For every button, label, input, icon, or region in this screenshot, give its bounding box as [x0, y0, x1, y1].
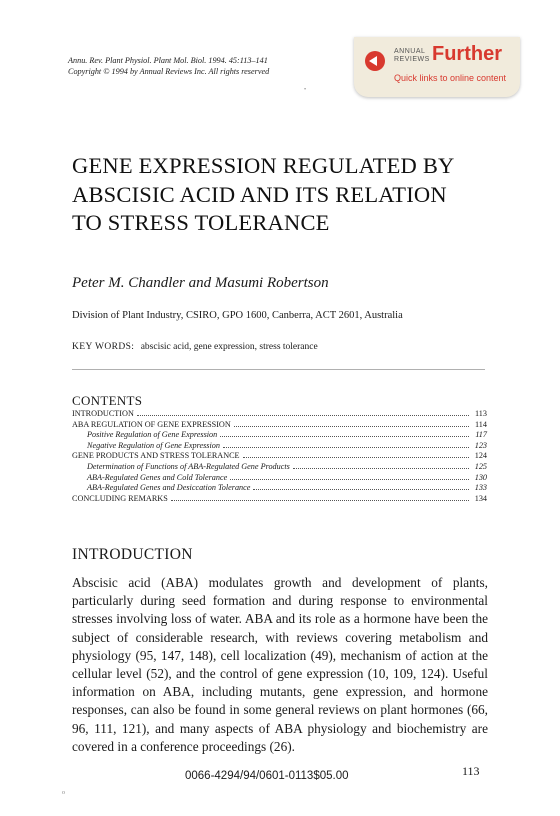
citation-line-1: Annu. Rev. Plant Physiol. Plant Mol. Biol. 1994. 45:113–141 — [68, 56, 268, 65]
play-back-icon — [365, 51, 385, 71]
table-of-contents — [72, 409, 487, 504]
authors: Peter M. Chandler and Masumi Robertson — [72, 275, 329, 291]
toc-leader-dots — [171, 494, 469, 501]
contents-heading: CONTENTS — [72, 393, 143, 408]
toc-leader-dots — [243, 451, 469, 458]
toc-entry-page: 117 — [475, 430, 487, 440]
toc-entry[interactable] — [72, 430, 487, 441]
journal-citation — [68, 55, 269, 77]
scan-speck: o — [62, 790, 65, 796]
toc-entry-label: CONCLUDING REMARKS — [72, 493, 168, 503]
title-line-1: GENE EXPRESSION REGULATED BY — [72, 153, 455, 178]
section-heading: INTRODUCTION — [72, 546, 193, 563]
citation-line-2: Copyright © 1994 by Annual Reviews Inc. All rights reserved — [68, 67, 270, 76]
affiliation: Division of Plant Industry, CSIRO, GPO 1600, Canberra, ACT 2601, Australia — [72, 310, 403, 321]
toc-entry[interactable] — [72, 409, 487, 420]
article-code: 0066-4294/94/0601-0113$05.00 — [185, 770, 349, 782]
title-line-2: ABSCISIC ACID AND ITS RELATION — [72, 181, 447, 207]
toc-entry[interactable] — [72, 462, 487, 473]
quick-links-link[interactable]: Quick links to online content — [394, 73, 507, 83]
intro-paragraph: Abscisic acid (ABA) modulates growth and development of plants, particularly during seed formation and during response to environmental stresses involving loss of water. ABA and its role as a hormone have been the subject of considerable research, with reviews covering metabolism and physiology (95, 147, 148), cell localization (49), mechanism of action at the cellular level (52), and the control of gene expression (10, 109, 124). Useful information on ABA, including mutants, gene expression, and hormone responses, can also be found in some general reviews on plant hormones (66, 96, 111, 121), and many aspects of ABA physiology and biochemistry are covered in a conference proceedings (26). — [72, 575, 488, 754]
toc-entry-label: Negative Regulation of Gene Expression — [87, 440, 220, 450]
toc-entry-page: 125 — [474, 461, 487, 471]
toc-entry-page: 134 — [474, 493, 487, 503]
toc-entry-label: ABA REGULATION OF GENE EXPRESSION — [72, 419, 231, 429]
toc-entry[interactable] — [72, 483, 487, 494]
toc-entry[interactable] — [72, 441, 487, 452]
toc-entry-label: ABA-Regulated Genes and Desiccation Tolerance — [87, 483, 251, 493]
toc-leader-dots — [293, 462, 469, 469]
toc-leader-dots — [234, 420, 469, 427]
further-label: Further — [432, 43, 502, 65]
toc-entry-label: Positive Regulation of Gene Expression — [87, 430, 218, 440]
keywords-label: KEY WORDS: — [72, 342, 135, 352]
toc-leader-dots — [220, 430, 469, 437]
toc-leader-dots — [230, 473, 469, 480]
annual-text: ANNUAL — [394, 48, 426, 55]
toc-entry-label: GENE PRODUCTS AND STRESS TOLERANCE — [72, 451, 240, 461]
reviews-text: REVIEWS — [394, 56, 430, 63]
toc-entry-label: INTRODUCTION — [72, 409, 134, 418]
toc-entry[interactable] — [72, 473, 487, 484]
page-number: 113 — [462, 764, 480, 778]
keywords — [72, 342, 318, 352]
toc-entry-page: 133 — [474, 483, 487, 493]
toc-leader-dots — [137, 409, 469, 416]
toc-entry-label: Determination of Functions of ABA-Regulated Gene Products — [87, 461, 290, 471]
toc-entry-label: ABA-Regulated Genes and Cold Tolerance — [87, 472, 228, 482]
toc-leader-dots — [223, 441, 469, 448]
toc-entry-page: 113 — [475, 409, 487, 418]
keywords-value: abscisic acid, gene expression, stress tolerance — [140, 342, 318, 352]
toc-entry-page: 124 — [474, 451, 487, 461]
toc-entry[interactable] — [72, 494, 487, 505]
article-title — [72, 152, 532, 238]
toc-entry[interactable] — [72, 420, 487, 431]
annual-reviews-label — [394, 48, 430, 64]
toc-entry-page: 114 — [475, 419, 487, 429]
divider — [72, 369, 485, 370]
toc-entry-page: 130 — [474, 472, 487, 482]
scan-speck: • — [304, 87, 307, 93]
title-line-3: TO STRESS TOLERANCE — [72, 210, 330, 235]
annual-reviews-further-banner[interactable] — [354, 37, 520, 97]
toc-entry[interactable] — [72, 451, 487, 462]
toc-leader-dots — [253, 483, 469, 490]
toc-entry-page: 123 — [474, 440, 487, 450]
